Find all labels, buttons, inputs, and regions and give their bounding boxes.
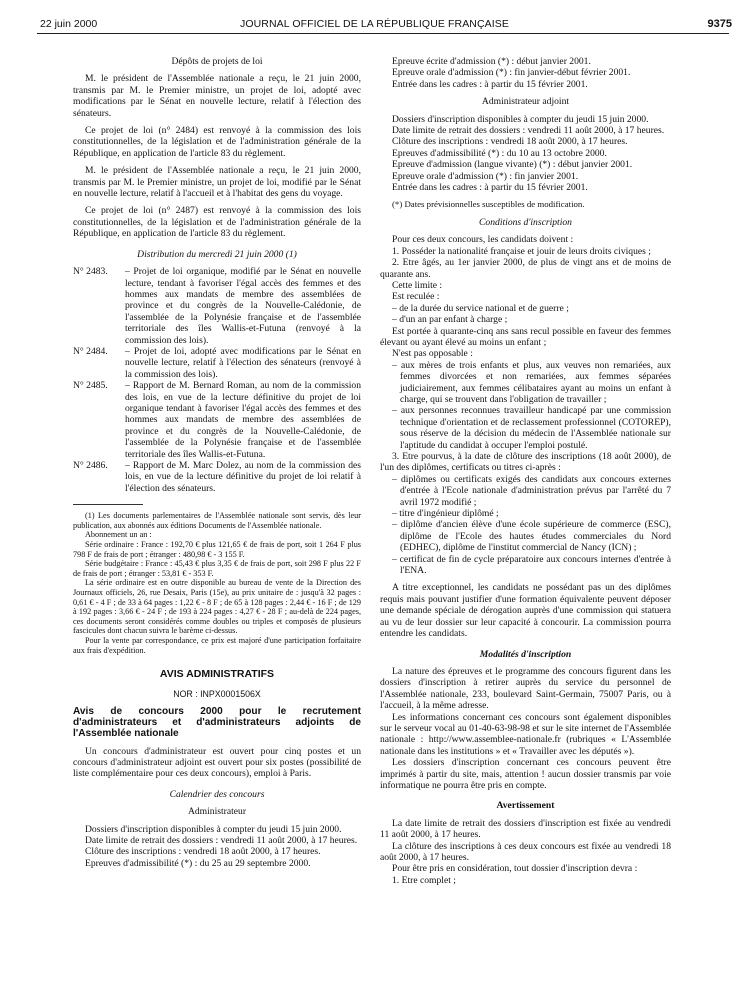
calendar-line: Epreuve d'admission (langue vivante) (*) : début janvier 2001. xyxy=(392,159,633,171)
list-item xyxy=(73,266,361,346)
nor-reference: NOR : INPX0001506X xyxy=(173,688,261,699)
modalites-paragraph: Les informations concernant ces concours sont également disponibles sur le serveur vocal au 01-40-63-98-98 et sur le site internet de l'Assemblée nationale : http://www.assemblee-nationale.fr (rubriques « L'Assemblée nationale dans les institutions » et « Travailler avec les députés »). xyxy=(380,711,671,757)
footnote-line: (1) Les documents parlementaires de l'Assemblée nationale sont servis, dès leur publication, aux abonnés aux éditions Documents de l'Assemblée nationale. xyxy=(73,511,361,530)
modalites-paragraph: La nature des épreuves et le programme des concours figurent dans les dossiers d'inscription à retirer auprès du service du personnel de l'Assemblée nationale, 233, boulevard Saint-Germain, 75007 Paris, ou à l'accueil, à la même adresse. xyxy=(380,665,671,712)
calendar-line: Epreuve écrite d'admission (*) : début janvier 2001. xyxy=(392,56,591,67)
conditions-dash-item: – diplômes ou certificats exigés des candidats aux concours externes d'entrée à l'Ecole nationale d'administration prévus par l'arrêté du 7 avril 1972 modifié ; xyxy=(392,473,671,508)
calendar-line: Dossiers d'inscription disponibles à compter du jeudi 15 juin 2000. xyxy=(392,113,649,125)
subsection-heading: Administrateur xyxy=(187,806,247,818)
depots-paragraph: Ce projet de loi (n° 2487) est renvoyé à la commission des lois constitutionnelles, de la législation et de l'administration générale de la République, en application de l'article 83 du règlement. xyxy=(73,205,361,240)
depots-heading: Dépôts de projets de loi xyxy=(171,56,263,67)
document-number: N° 2485. xyxy=(73,380,108,392)
avertissement-paragraph: La date limite de retrait des dossiers d'inscription est fixée au vendredi 11 août 2000, à 17 heures. xyxy=(380,817,671,841)
footnote xyxy=(73,511,361,655)
right-column xyxy=(380,38,671,886)
document-number: N° 2484. xyxy=(73,345,108,357)
distribution-heading: Distribution du mercredi 21 juin 2000 (1) xyxy=(137,248,297,260)
list-item xyxy=(73,380,361,460)
left-column xyxy=(73,38,361,869)
conditions-line: – d'un an par enfant à charge ; xyxy=(392,314,508,326)
conditions-line: Est portée à quarante-cinq ans sans recul possible en faveur des femmes élevant ou ayant élevé au moins un enfant ; xyxy=(380,325,671,348)
avertissement-paragraph: Pour être pris en considération, tout dossier d'inscription devra : xyxy=(392,863,638,875)
calendar-line: Entrée dans les cadres : à partir du 15 février 2001. xyxy=(392,182,588,194)
calendar-line: Dossiers d'inscription disponibles à compter du jeudi 15 juin 2000. xyxy=(85,823,342,835)
document-description: – Projet de loi, adopté avec modifications par le Sénat en nouvelle lecture, relatif à l'élection des sénateurs (renvoyé à la commission des lois). xyxy=(125,345,361,380)
modalites-paragraph: Les dossiers d'inscription concernant ces concours peuvent être imprimés à partir du site, mais, attention ! aucun dossier transmis par voie informatique ne pourra être pris en compte. xyxy=(380,757,671,791)
conditions-heading: Conditions d'inscription xyxy=(479,216,572,228)
conditions-line: 1. Posséder la nationalité française et jouir de leurs droits civiques ; xyxy=(392,245,651,257)
depots-paragraph: M. le président de l'Assemblée nationale a reçu, le 21 juin 2000, transmis par M. le Premier ministre, un projet de loi, adopté avec modifications par le Sénat en nouvelle lecture, relatif à l'élection des sénateurs. xyxy=(73,73,361,119)
footnote-line: La série ordinaire est en outre disponible au bureau de vente de la Direction des Journaux officiels, 26, rue Desaix, Paris (15e), au prix unitaire de : jusqu'à 32 pages : 0,61 € - 4 F ; de 33 à 64 pages : 1,22 € - 8 F ; de 65 à 128 pages : 2,44 € - 16 F ; de 129 à 192 pages : 3,66 € - 24 F ; de 193 à 224 pages : 4,27 € - 28 F ; au-delà de 224 pages, ces documents seront considérés comme doubles ou triples et composés de plusieurs fascicules dont chacun suivra le barème ci-dessus. xyxy=(73,578,361,636)
depots-paragraph: M. le président de l'Assemblée nationale a reçu, le 21 juin 2000, transmis par M. le Premier ministre, un projet de loi, modifié par le Sénat en nouvelle lecture, relatif à l'accueil et à l'habitat des gens du voyage. xyxy=(73,165,361,200)
notice-intro: Un concours d'administrateur est ouvert pour cinq postes et un concours d'administrateur adjoint est ouvert pour six postes (possibilité de liste complémentaire pour ces deux concours), emploi à Paris. xyxy=(73,745,361,780)
conditions-line: Cette limite : xyxy=(392,279,443,291)
subsection-heading: Administrateur adjoint xyxy=(481,96,570,108)
depots-paragraph: Ce projet de loi (n° 2484) est renvoyé à la commission des lois constitutionnelles, de la législation et de l'administration générale de la République, en application de l'article 83 du règlement. xyxy=(73,125,361,159)
document-number: N° 2486. xyxy=(73,460,108,471)
conditions-dash-item: – titre d'ingénieur diplômé ; xyxy=(392,508,499,520)
calendar-line: Date limite de retrait des dossiers : vendredi 11 août 2000, à 17 heures. xyxy=(392,125,665,137)
calendar-line: Epreuves d'admissibilité (*) : du 25 au 29 septembre 2000. xyxy=(85,857,311,869)
avertissement-heading: Avertissement xyxy=(496,800,555,812)
footnote-line: Série budgétaire : France : 45,43 € plus 3,35 € de frais de port, soit 298 F plus 22 F de frais de port ; étranger : 53,81 € - 353 F. xyxy=(73,559,361,578)
header-date: 22 juin 2000 xyxy=(40,18,98,30)
conditions-line: 2. Etre âgés, au 1er janvier 2000, de plus de vingt ans et de moins de quarante ans. xyxy=(380,257,671,280)
calendar-line: Clôture des inscriptions : vendredi 18 août 2000, à 17 heures. xyxy=(392,136,628,148)
footnote-line: Série ordinaire : France : 192,70 € plus 121,65 € de frais de port, soit 1 264 F plus 798 F de frais de port ; étranger : 480,98 € - 3 155 F. xyxy=(73,540,361,559)
document-description: – Rapport de M. Bernard Roman, au nom de la commission des lois, en vue de la lecture définitive du projet de loi organique tendant à favoriser l'égal accès des femmes et des hommes aux mandats de membre des assemblées de province et du congrès de la Nouvelle-Calédonie, de l'assemblée de la Polynésie française et de l'assemblée territoriale des îles Wallis-et-Futuna. xyxy=(125,380,361,460)
document-description: – Rapport de M. Marc Dolez, au nom de la commission des lois, en vue de la lecture définitive du projet de loi relatif à l'élection des sénateurs. xyxy=(125,460,361,494)
calendar-line: Epreuves d'admissibilité (*) : du 10 au 13 octobre 2000. xyxy=(392,147,607,159)
footnote-rule xyxy=(73,504,143,505)
modalites-heading: Modalités d'inscription xyxy=(479,648,572,660)
list-item xyxy=(73,346,361,380)
conditions-dash-item: – diplôme d'ancien élève d'une école supérieure de commerce (ESC), diplôme de l'Ecole des hautes études commerciales du Nord (EDHEC), diplôme de l'institut commercial de Nancy (ICN) ; xyxy=(392,519,671,554)
calendar-line: Epreuve orale d'admission (*) : fin janvier-début février 2001. xyxy=(392,67,631,79)
footnote-line: Abonnement un an : xyxy=(85,530,152,540)
calendar-line: Date limite de retrait des dossiers : vendredi 11 août 2000, à 17 heures. xyxy=(85,834,358,846)
conditions-line: 3. Etre pourvus, à la date de clôture des inscriptions (18 août 2000), de l'un des diplômes, certificats ou titres ci-après : xyxy=(380,451,671,474)
dates-note: (*) Dates prévisionnelles susceptibles de modification. xyxy=(392,199,585,210)
exception-paragraph: A titre exceptionnel, les candidats ne possédant pas un des diplômes requis mais pouvant justifier d'une formation équivalente peuvent déposer une demande spéciale de dérogation auprès d'une commission qui statuera au vu de leur dossier sur leur capacité à concourir. La commission pourra entendre les candidats. xyxy=(380,582,671,640)
calendar-line: Epreuve orale d'admission (*) : fin janvier 2001. xyxy=(392,170,579,182)
footnote-line: Pour la vente par correspondance, ce prix est majoré d'une participation forfaitaire aux frais d'expédition. xyxy=(73,635,361,655)
conditions-dash-item: – aux personnes reconnues travailleur handicapé par une commission technique d'orientation et de reclassement professionnel (COTOREP), sous réserve de la décision du médecin de l'Assemblée nationale sur l'aptitude du candidat à occuper l'emploi postulé. xyxy=(392,405,671,451)
calendar-line: Clôture des inscriptions : vendredi 18 août 2000, à 17 heures. xyxy=(85,846,321,858)
journal-title: JOURNAL OFFICIEL DE LA RÉPUBLIQUE FRANÇAISE xyxy=(240,18,509,30)
avertissement-paragraph: 1. Etre complet ; xyxy=(392,874,456,886)
conditions-line: Est reculée : xyxy=(392,291,440,303)
section-heading: AVIS ADMINISTRATIFS xyxy=(159,668,275,681)
notice-title: Avis de concours 2000 pour le recrutement d'administrateurs et d'administrateurs adjoints de l'Assemblée nationale xyxy=(73,705,361,740)
page-header xyxy=(0,12,748,30)
document-description: – Projet de loi organique, modifié par le Sénat en nouvelle lecture, tendant à favoriser l'égal accès des femmes et des hommes aux mandats de membre des assemblées de province et du congrès de la Nouvelle-Calédonie, de l'assemblée de la Polynésie française et de l'assemblée territoriale des îles Wallis-et-Futuna (renvoyé à la commission des lois). xyxy=(125,266,361,346)
document-number: N° 2483. xyxy=(73,266,108,278)
header-rule xyxy=(37,33,729,34)
conditions-dash-item: – certificat de fin de cycle préparatoire aux concours internes d'entrée à l'ENA. xyxy=(392,553,671,577)
list-item xyxy=(73,460,361,494)
conditions-line: – de la durée du service national et de guerre ; xyxy=(392,302,569,314)
conditions-line: Pour ces deux concours, les candidats doivent : xyxy=(392,234,574,246)
page-number: 9375 xyxy=(707,18,732,30)
calendar-heading: Calendrier des concours xyxy=(169,788,265,800)
avertissement-paragraph: La clôture des inscriptions à ces deux concours est fixée au vendredi 18 août 2000, à 17 heures. xyxy=(380,840,671,863)
calendar-line: Entrée dans les cadres : à partir du 15 février 2001. xyxy=(392,78,588,90)
conditions-dash-item: – aux mères de trois enfants et plus, aux veuves non remariées, aux femmes divorcées et non remariées, aux femmes séparées judiciairement, aux femmes célibataires ayant au moins un enfant à charge, qui se trouvent dans l'obligation de travailler ; xyxy=(392,359,671,405)
conditions-line: N'est pas opposable : xyxy=(392,348,473,360)
